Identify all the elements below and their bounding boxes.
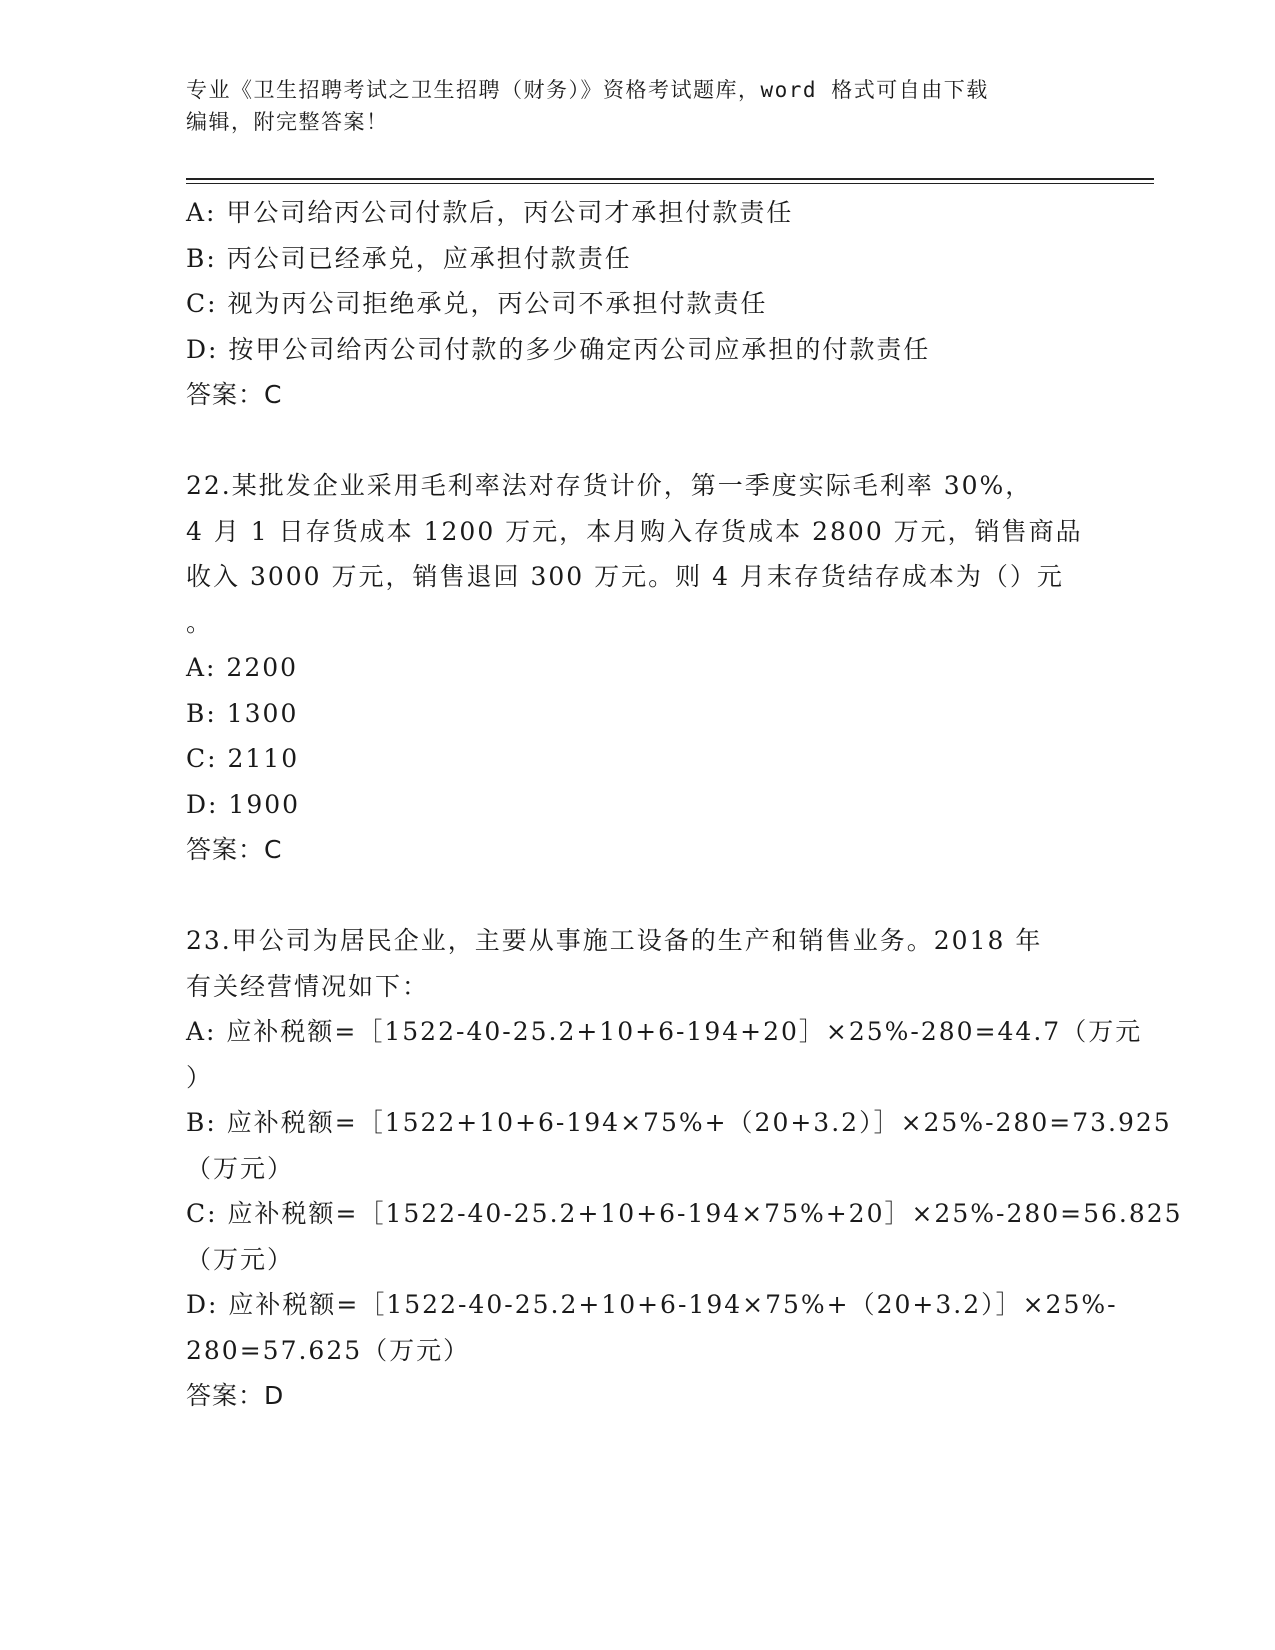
question-body bbox=[186, 190, 1183, 1419]
question-stem-line: 。 bbox=[186, 607, 214, 637]
header-divider-thin bbox=[186, 183, 1154, 184]
question-stem-line: 23.甲公司为居民企业，主要从事施工设备的生产和销售业务。2018 年 bbox=[186, 926, 1043, 955]
option-c: C: 2110 bbox=[186, 744, 300, 773]
option-b-continued: （万元） bbox=[186, 1153, 295, 1183]
option-a-continued: ） bbox=[186, 1062, 214, 1092]
option-a: A: 甲公司给丙公司付款后，丙公司才承担付款责任 bbox=[186, 198, 794, 227]
option-b: B: 1300 bbox=[186, 698, 299, 728]
answer: 答案：C bbox=[186, 380, 283, 409]
option-c: C: 视为丙公司拒绝承兑，丙公司不承担付款责任 bbox=[186, 289, 768, 318]
question-21 bbox=[186, 190, 1086, 418]
option-d-continued: 280=57.625（万元） bbox=[186, 1335, 471, 1365]
question-stem-line: 有关经营情况如下： bbox=[186, 971, 430, 1001]
question-23 bbox=[186, 918, 1183, 1419]
option-a: A: 2200 bbox=[186, 653, 299, 682]
question-stem-line: 收入 3000 万元，销售退回 300 万元。则 4 月末存货结存成本为（）元 bbox=[186, 562, 1064, 591]
question-stem-line: 22.某批发企业采用毛利率法对存货计价，第一季度实际毛利率 30%， bbox=[186, 471, 1033, 500]
document-header bbox=[186, 74, 1086, 138]
option-d: D: 应补税额=［1522-40-25.2+10+6-194×75%+（20+3.2）］×25%- bbox=[186, 1290, 1118, 1319]
question-stem-line: 4 月 1 日存货成本 1200 万元，本月购入存货成本 2800 万元，销售商品 bbox=[186, 516, 1083, 546]
option-a: A: 应补税额=［1522-40-25.2+10+6-194+20］×25%-280=44.7（万元 bbox=[186, 1017, 1143, 1046]
question-22 bbox=[186, 463, 1086, 873]
option-d: D: 按甲公司给丙公司付款的多少确定丙公司应承担的付款责任 bbox=[186, 334, 931, 364]
option-c: C: 应补税额=［1522-40-25.2+10+6-194×75%+20］×25%-280=56.825 bbox=[186, 1199, 1183, 1228]
option-b: B: 丙公司已经承兑，应承担付款责任 bbox=[186, 243, 632, 273]
option-b: B: 应补税额=［1522+10+6-194×75%+（20+3.2）］×25%-280=73.925 bbox=[186, 1108, 1172, 1137]
answer: 答案：C bbox=[186, 835, 283, 864]
header-line-2: 编辑，附完整答案！ bbox=[186, 110, 389, 134]
spacer bbox=[186, 873, 1086, 919]
header-divider bbox=[186, 178, 1154, 180]
header-line-1: 专业《卫生招聘考试之卫生招聘（财务）》资格考试题库，word 格式可自由下载 bbox=[186, 78, 989, 102]
option-c-continued: （万元） bbox=[186, 1244, 295, 1274]
option-d: D: 1900 bbox=[186, 789, 301, 819]
answer: 答案：D bbox=[186, 1381, 285, 1410]
spacer bbox=[186, 418, 1086, 464]
